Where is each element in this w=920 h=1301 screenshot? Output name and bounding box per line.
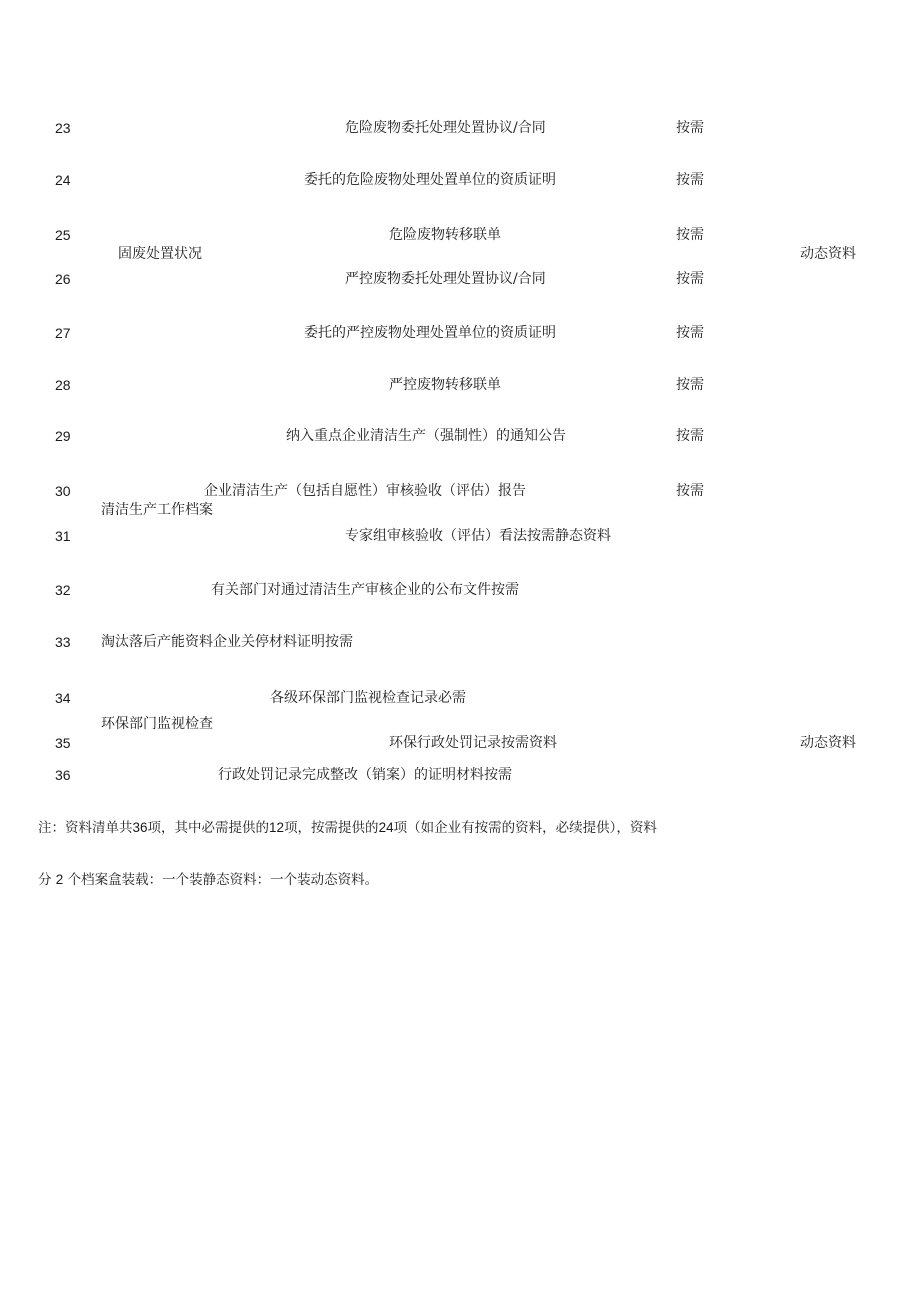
note-total-count: 36 xyxy=(132,820,148,835)
row-number: 35 xyxy=(55,735,71,751)
row-number: 24 xyxy=(55,172,71,188)
note-box-count: 2 xyxy=(55,872,64,887)
note-text: 项，其中必需提供的 xyxy=(147,820,270,836)
row-item: 行政处罚记录完成整改（销案）的证明材料按需 xyxy=(218,767,512,783)
row-number: 33 xyxy=(55,634,71,650)
type-label-dynamic: 动态资料 xyxy=(800,246,856,262)
row-item: 危险废物委托处理处置协议/合同 xyxy=(345,120,546,136)
row-item: 企业清洁生产（包括自愿性）审核验收（评估）报告 xyxy=(204,483,526,499)
footnote-line-1 xyxy=(38,820,657,836)
row-number: 25 xyxy=(55,227,71,243)
group-label-solid-waste: 固废处置状况 xyxy=(118,246,202,262)
row-requirement: 按需 xyxy=(676,325,704,341)
row-item: 严控废物转移联单 xyxy=(389,377,501,393)
row-requirement: 按需 xyxy=(676,227,704,243)
note-text: 项，按需提供的 xyxy=(284,820,379,836)
row-number: 23 xyxy=(55,120,71,136)
note-required-count: 12 xyxy=(269,820,285,835)
group-label-cleaner-production: 清洁生产工作档案 xyxy=(101,502,213,518)
row-item: 环保行政处罚记录按需资料 xyxy=(389,735,557,751)
row-number: 29 xyxy=(55,428,71,444)
row-item: 危险废物转移联单 xyxy=(389,227,501,243)
row-requirement: 按需 xyxy=(676,428,704,444)
row-requirement: 按需 xyxy=(676,172,704,188)
row-item: 委托的严控废物处理处置单位的资质证明 xyxy=(304,325,556,341)
note-text: 注：资料清单共 xyxy=(38,820,133,836)
row-number: 28 xyxy=(55,377,71,393)
row-item: 专家组审核验收（评估）看法按需静态资料 xyxy=(345,528,611,544)
row-requirement: 按需 xyxy=(676,483,704,499)
row-number: 26 xyxy=(55,271,71,287)
row-number: 32 xyxy=(55,582,71,598)
row-item: 各级环保部门监视检查记录必需 xyxy=(270,690,466,706)
row-item: 有关部门对通过清洁生产审核企业的公布文件按需 xyxy=(211,582,519,598)
row-item: 淘汰落后产能资料企业关停材料证明按需 xyxy=(101,634,353,650)
row-item: 严控废物委托处理处置协议/合同 xyxy=(345,271,546,287)
row-number: 31 xyxy=(55,528,71,544)
note-text: 项（如企业有按需的资料，必续提供），资料 xyxy=(393,820,657,836)
row-item: 委托的危险废物处理处置单位的资质证明 xyxy=(304,172,556,188)
note-optional-count: 24 xyxy=(378,820,394,835)
row-requirement: 按需 xyxy=(676,120,704,136)
row-requirement: 按需 xyxy=(676,377,704,393)
group-label-env-inspection: 环保部门监视检查 xyxy=(101,716,213,732)
row-number: 36 xyxy=(55,767,71,783)
row-number: 34 xyxy=(55,690,71,706)
note-text: 分 xyxy=(38,872,52,888)
note-text: 个档案盒装载：一个装静态资料：一个装动态资料。 xyxy=(67,872,379,888)
row-number: 27 xyxy=(55,325,71,341)
row-number: 30 xyxy=(55,483,71,499)
row-requirement: 按需 xyxy=(676,271,704,287)
type-label-dynamic: 动态资料 xyxy=(800,735,856,751)
row-item: 纳入重点企业清洁生产（强制性）的通知公告 xyxy=(286,428,566,444)
footnote-line-2 xyxy=(38,872,378,888)
